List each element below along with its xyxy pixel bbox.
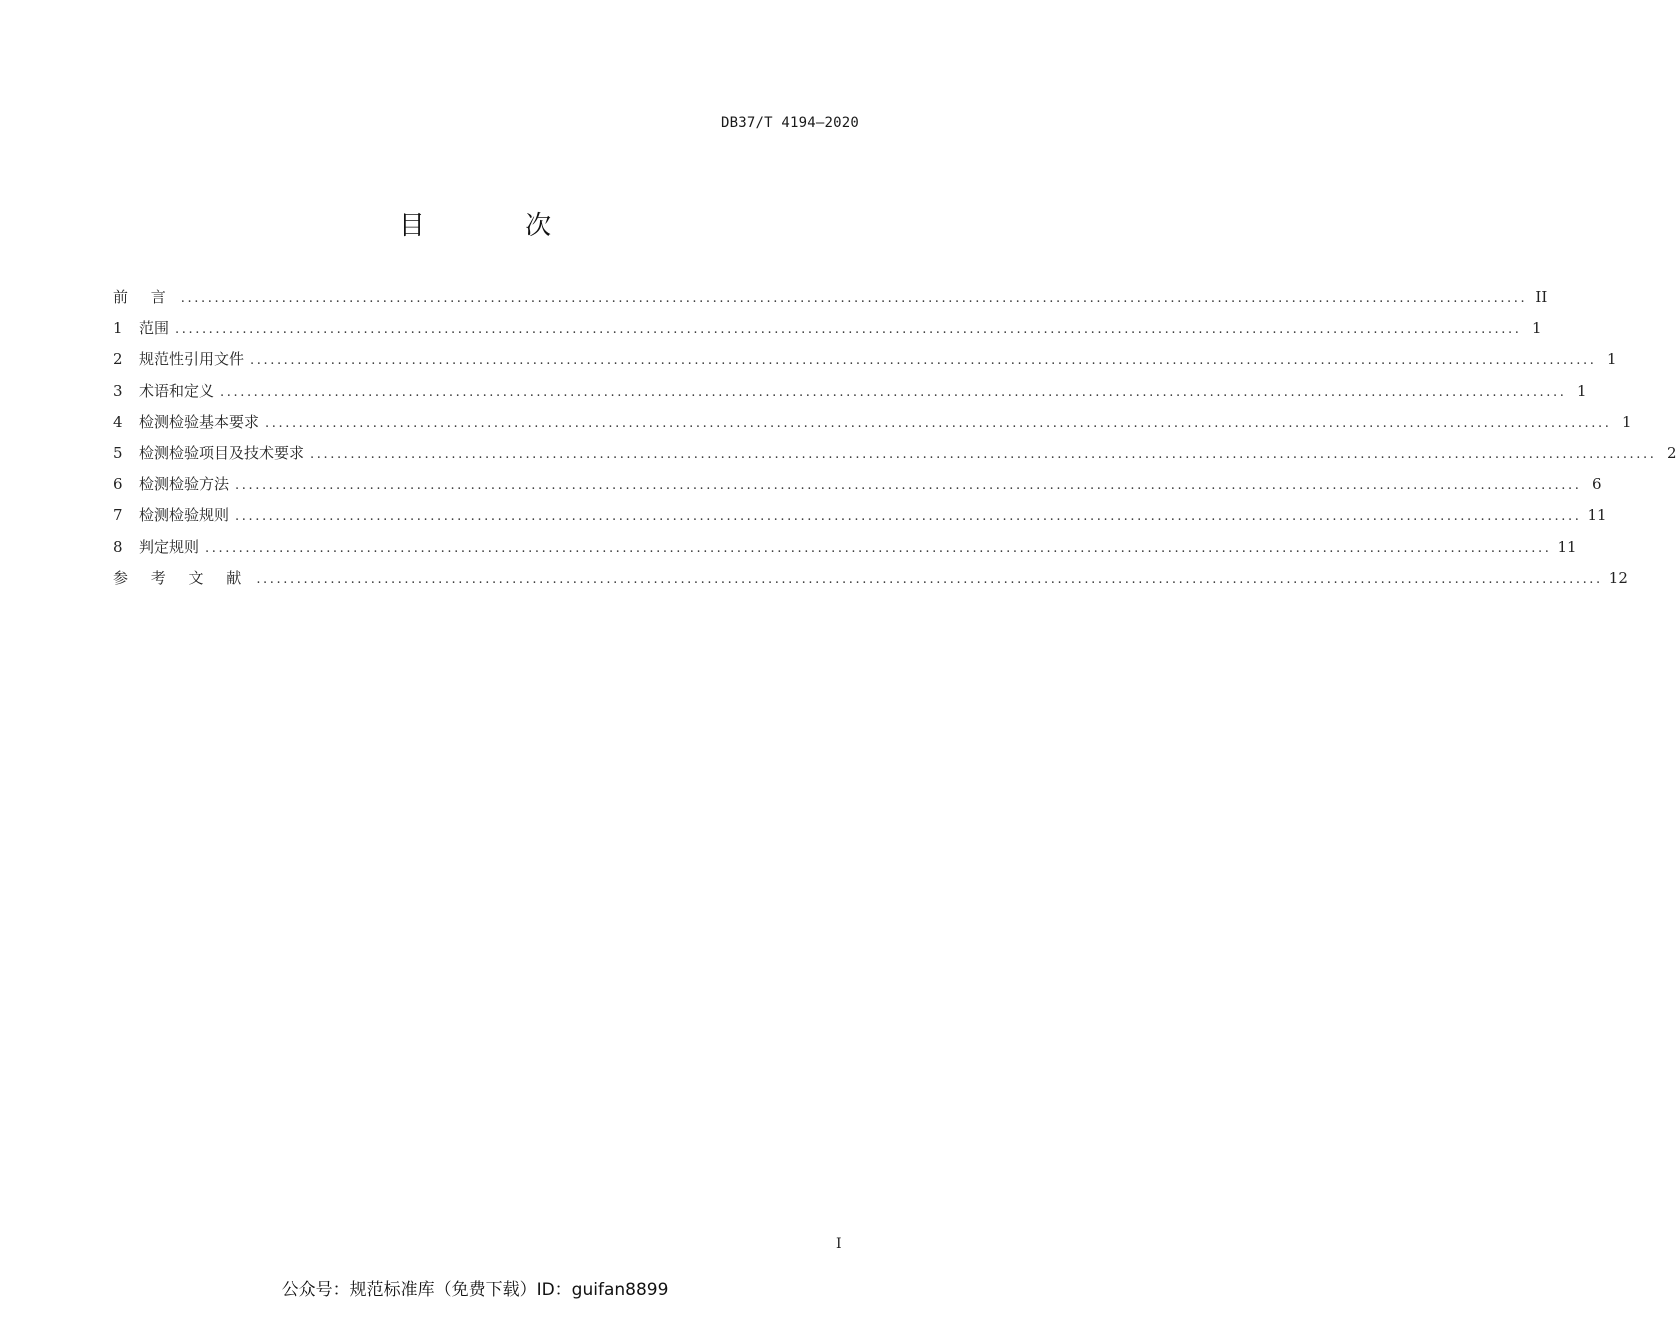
toc-entry-6[interactable] <box>113 472 1602 503</box>
toc-entry-page: 1 <box>1621 412 1632 431</box>
toc-entry-number: 2 <box>113 350 123 369</box>
toc-entry-page: 1 <box>1531 319 1542 338</box>
toc-entry-8[interactable] <box>113 535 1577 566</box>
page-title: 目 次 <box>398 211 598 241</box>
toc-leader-dots: ........................................................................................................................................................................................................ <box>220 384 1567 400</box>
toc-leader-dots: ........................................................................................................................................................................................................ <box>256 571 1603 587</box>
toc-leader-dots: ........................................................................................................................................................................................................ <box>235 509 1582 525</box>
toc-entry-number: 6 <box>113 475 123 494</box>
toc-leader-dots: ........................................................................................................................................................................................................ <box>205 540 1552 556</box>
watermark-text: 公众号：规范标准库（免费下载）ID：guifan8899 <box>281 1280 669 1300</box>
toc-entry-foreword[interactable] <box>113 285 1548 316</box>
toc-leader-dots: ........................................................................................................................................................................................................ <box>175 322 1522 338</box>
toc-entry-number: 1 <box>113 319 123 338</box>
toc-entry-label: 检测检验规则 <box>139 506 230 525</box>
toc-entry-label: 术语和定义 <box>139 381 215 400</box>
toc-entry-page: 2 <box>1666 443 1676 462</box>
toc-leader-dots: ........................................................................................................................................................................................................ <box>180 291 1528 306</box>
toc-entry-label: 检测检验项目及技术要求 <box>139 443 305 462</box>
document-code: DB37/T 4194—2020 <box>720 115 859 131</box>
page-number: I <box>836 1236 842 1252</box>
toc-entry-7[interactable] <box>113 503 1607 534</box>
toc-leader-dots: ........................................................................................................................................................................................................ <box>310 446 1657 462</box>
toc-entry-label: 前 言 <box>113 288 175 306</box>
toc-entry-label: 参 考 文 献 <box>113 568 251 587</box>
toc-leader-dots: ........................................................................................................................................................................................................ <box>250 353 1597 369</box>
toc-entry-label: 规范性引用文件 <box>139 350 245 369</box>
toc-entry-page: 11 <box>1557 537 1577 556</box>
toc-entry-5[interactable] <box>113 441 1676 472</box>
toc-entry-number: 5 <box>113 443 123 462</box>
toc-entry-label: 范围 <box>139 319 170 338</box>
toc-entry-number: 7 <box>113 506 123 525</box>
toc-entry-number: 8 <box>113 537 123 556</box>
table-of-contents <box>113 285 1676 597</box>
toc-entry-page: 1 <box>1576 381 1587 400</box>
toc-entry-1[interactable] <box>113 316 1542 347</box>
toc-entry-3[interactable] <box>113 379 1587 410</box>
toc-entry-page: 6 <box>1591 475 1602 494</box>
toc-entry-references[interactable] <box>113 566 1628 597</box>
toc-leader-dots: ........................................................................................................................................................................................................ <box>235 478 1582 494</box>
toc-entry-page: 12 <box>1608 568 1628 587</box>
toc-entry-4[interactable] <box>113 410 1632 441</box>
toc-entry-label: 判定规则 <box>139 537 200 556</box>
toc-entry-page: 11 <box>1587 506 1607 525</box>
toc-entry-label: 检测检验方法 <box>139 475 230 494</box>
toc-entry-page: 1 <box>1606 350 1617 369</box>
toc-entry-page: II <box>1535 288 1548 306</box>
toc-entry-number: 3 <box>113 381 123 400</box>
toc-leader-dots: ........................................................................................................................................................................................................ <box>265 415 1612 431</box>
toc-entry-label: 检测检验基本要求 <box>139 412 260 431</box>
toc-entry-number: 4 <box>113 412 123 431</box>
toc-entry-2[interactable] <box>113 347 1617 378</box>
